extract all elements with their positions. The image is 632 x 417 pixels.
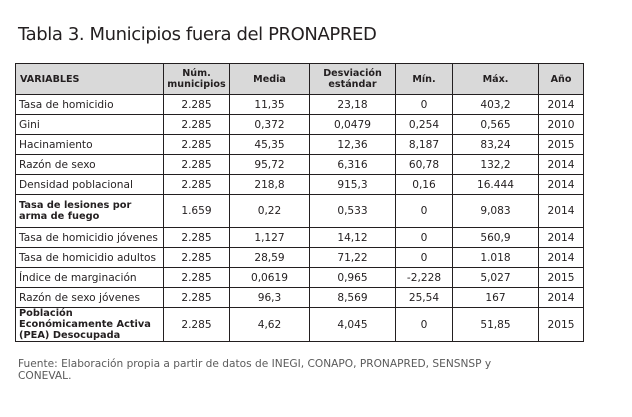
table-cell: 4,62 [230,308,310,342]
table-cell: 2.285 [164,155,230,175]
table-cell: 0,533 [310,195,396,228]
table-cell: 0,0619 [230,268,310,288]
table-cell: 28,59 [230,248,310,268]
table-title: Tabla 3. Municipios fuera del PRONAPRED [18,24,377,45]
table-cell: 560,9 [453,228,539,248]
table-cell: Tasa de homicidio adultos [16,248,164,268]
table-row [16,268,584,288]
table-cell: Índice de marginación [16,268,164,288]
table-cell: 0,16 [396,175,453,195]
table-cell: 403,2 [453,95,539,115]
table-cell: 2015 [539,268,584,288]
table-header-row [16,64,584,95]
table-cell: 2.285 [164,308,230,342]
table-row [16,175,584,195]
table-cell: 2.285 [164,115,230,135]
table-cell: 132,2 [453,155,539,175]
source-note: Fuente: Elaboración propia a partir de datos de INEGI, CONAPO, PRONAPRED, SENSNSP y CONEVAL. [18,358,492,382]
table-row [16,135,584,155]
table-cell: Tasa de homicidio jóvenes [16,228,164,248]
table-row [16,248,584,268]
table-cell: 96,3 [230,288,310,308]
municipios-table [15,63,584,342]
table-cell: Gini [16,115,164,135]
table-cell: 1,127 [230,228,310,248]
table-cell: 0,372 [230,115,310,135]
table-cell: 2.285 [164,135,230,155]
table-cell: 2.285 [164,268,230,288]
table-cell: Razón de sexo [16,155,164,175]
table-cell: 2015 [539,135,584,155]
table-cell: 0,965 [310,268,396,288]
table-cell: 51,85 [453,308,539,342]
table-cell: 8,569 [310,288,396,308]
table-cell: 4,045 [310,308,396,342]
table-cell: 1.018 [453,248,539,268]
column-header: Desviación estándar [310,64,396,95]
table-cell: 9,083 [453,195,539,228]
table-cell: 23,18 [310,95,396,115]
column-header: Media [230,64,310,95]
table-cell: 83,24 [453,135,539,155]
table-cell: 6,316 [310,155,396,175]
column-header: Año [539,64,584,95]
table-cell: 2.285 [164,175,230,195]
table-cell: 0 [396,308,453,342]
table-cell: 2014 [539,195,584,228]
table-row [16,95,584,115]
table-row [16,288,584,308]
table-cell: 2014 [539,288,584,308]
table-cell: Tasa de lesiones por arma de fuego [16,195,164,228]
table-cell: 45,35 [230,135,310,155]
table-cell: 12,36 [310,135,396,155]
table-cell: 167 [453,288,539,308]
table-cell: Población Económicamente Activa (PEA) Desocupada [16,308,164,342]
table-row [16,308,584,342]
table-cell: 95,72 [230,155,310,175]
table-row [16,115,584,135]
table-cell: 2014 [539,175,584,195]
table-cell: 0,22 [230,195,310,228]
table-cell: 2.285 [164,248,230,268]
table-cell: 16.444 [453,175,539,195]
table-cell: 0,254 [396,115,453,135]
table-cell: 1.659 [164,195,230,228]
table-cell: 218,8 [230,175,310,195]
table-cell: 60,78 [396,155,453,175]
table-cell: 0 [396,195,453,228]
table-cell: Densidad poblacional [16,175,164,195]
table-cell: 915,3 [310,175,396,195]
table-cell: Razón de sexo jóvenes [16,288,164,308]
table-cell: Hacinamiento [16,135,164,155]
table-cell: -2,228 [396,268,453,288]
table-cell: 25,54 [396,288,453,308]
table-cell: 2014 [539,228,584,248]
table-cell: Tasa de homicidio [16,95,164,115]
table-cell: 0,565 [453,115,539,135]
table-cell: 2014 [539,248,584,268]
table-cell: 2.285 [164,288,230,308]
column-header: Núm. municipios [164,64,230,95]
table-row [16,228,584,248]
table-cell: 2.285 [164,95,230,115]
column-header: Mín. [396,64,453,95]
table-cell: 2010 [539,115,584,135]
table-cell: 0,0479 [310,115,396,135]
column-header: VARIABLES [16,64,164,95]
table-cell: 0 [396,248,453,268]
column-header: Máx. [453,64,539,95]
table-cell: 2.285 [164,228,230,248]
table-cell: 0 [396,228,453,248]
table-row [16,155,584,175]
table-cell: 11,35 [230,95,310,115]
table-cell: 2015 [539,308,584,342]
table-cell: 2014 [539,155,584,175]
table-row [16,195,584,228]
table-cell: 2014 [539,95,584,115]
table-cell: 71,22 [310,248,396,268]
table-cell: 8,187 [396,135,453,155]
table-cell: 5,027 [453,268,539,288]
table-cell: 14,12 [310,228,396,248]
table-cell: 0 [396,95,453,115]
